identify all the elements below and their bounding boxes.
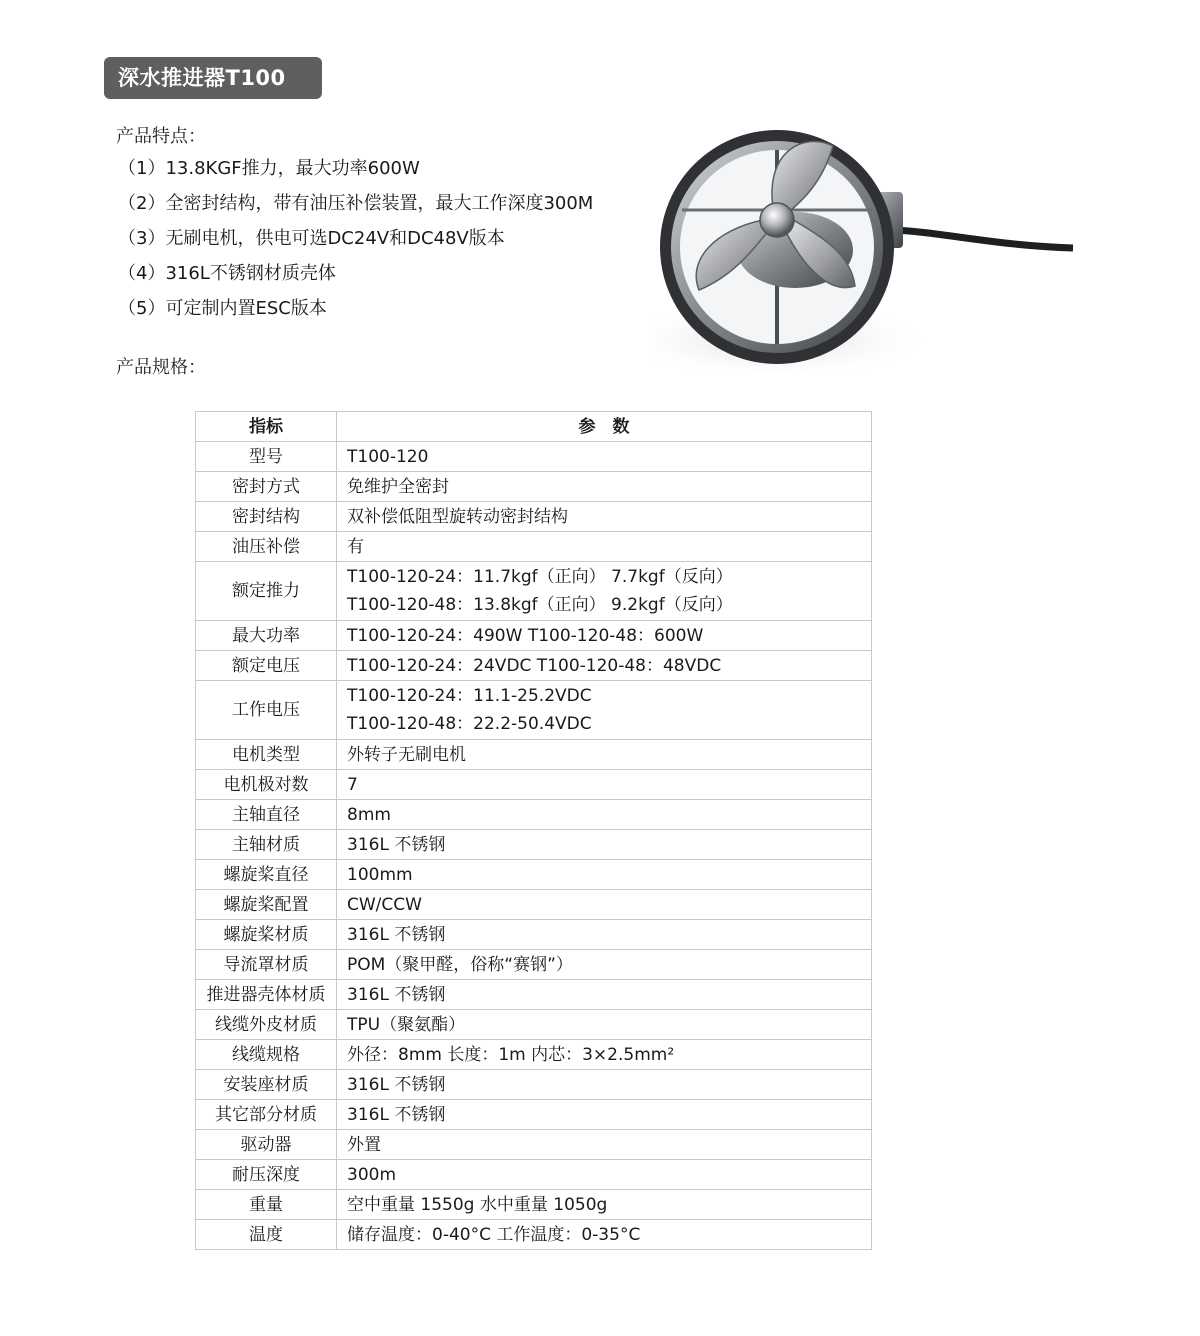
row-key: 耐压深度: [196, 1160, 337, 1190]
row-key: 油压补偿: [196, 532, 337, 562]
spec-table: [195, 411, 872, 1250]
row-key: 驱动器: [196, 1130, 337, 1160]
table-row: [196, 1010, 872, 1040]
table-row: [196, 472, 872, 502]
table-row: [196, 770, 872, 800]
row-value: [337, 562, 872, 621]
row-value: 有: [337, 532, 872, 562]
row-value: T100-120-24：490W T100-120-48：600W: [337, 621, 872, 651]
row-key: 螺旋桨直径: [196, 860, 337, 890]
table-row: [196, 1130, 872, 1160]
row-value: T100-120: [337, 442, 872, 472]
table-row: [196, 442, 872, 472]
header-parameters: 参 数: [337, 412, 872, 442]
row-value: 100mm: [337, 860, 872, 890]
row-key: 螺旋桨配置: [196, 890, 337, 920]
row-value: 316L 不锈钢: [337, 920, 872, 950]
table-row: [196, 621, 872, 651]
row-value: 储存温度：0-40°C 工作温度：0-35°C: [337, 1220, 872, 1250]
row-value: 双补偿低阻型旋转动密封结构: [337, 502, 872, 532]
row-value: CW/CCW: [337, 890, 872, 920]
table-row: [196, 1190, 872, 1220]
row-key: 电机类型: [196, 740, 337, 770]
table-row: [196, 681, 872, 740]
table-row: [196, 651, 872, 681]
page-title: 深水推进器T100: [104, 57, 322, 99]
row-key: 螺旋桨材质: [196, 920, 337, 950]
table-row: [196, 1040, 872, 1070]
row-key: 型号: [196, 442, 337, 472]
row-key: 工作电压: [196, 681, 337, 740]
table-row: [196, 980, 872, 1010]
row-value: 300m: [337, 1160, 872, 1190]
row-value: TPU（聚氨酯）: [337, 1010, 872, 1040]
row-key: 密封结构: [196, 502, 337, 532]
table-row: [196, 830, 872, 860]
row-key: 额定电压: [196, 651, 337, 681]
row-value: 316L 不锈钢: [337, 1070, 872, 1100]
feature-item: （1）13.8KGF推力，最大功率600W: [118, 158, 420, 179]
header-indicator: 指标: [196, 412, 337, 442]
table-row: [196, 532, 872, 562]
table-row: [196, 562, 872, 621]
table-row: [196, 740, 872, 770]
table-row: [196, 1100, 872, 1130]
table-row: [196, 920, 872, 950]
row-value: 8mm: [337, 800, 872, 830]
row-value: 空中重量 1550g 水中重量 1050g: [337, 1190, 872, 1220]
row-key: 主轴直径: [196, 800, 337, 830]
row-key: 线缆外皮材质: [196, 1010, 337, 1040]
row-key: 安装座材质: [196, 1070, 337, 1100]
row-value: 316L 不锈钢: [337, 980, 872, 1010]
row-value: 免维护全密封: [337, 472, 872, 502]
table-row: [196, 800, 872, 830]
table-row: [196, 950, 872, 980]
row-value: T100-120-24：24VDC T100-120-48：48VDC: [337, 651, 872, 681]
row-key: 重量: [196, 1190, 337, 1220]
features-heading: 产品特点：: [116, 126, 206, 147]
row-key: 电机极对数: [196, 770, 337, 800]
row-key: 额定推力: [196, 562, 337, 621]
row-value: 外置: [337, 1130, 872, 1160]
row-key: 主轴材质: [196, 830, 337, 860]
table-row: [196, 890, 872, 920]
row-key: 导流罩材质: [196, 950, 337, 980]
row-value: 外转子无刷电机: [337, 740, 872, 770]
table-row: [196, 1070, 872, 1100]
row-key: 密封方式: [196, 472, 337, 502]
table-row: [196, 502, 872, 532]
row-value: [337, 681, 872, 740]
row-value: 7: [337, 770, 872, 800]
row-key: 推进器壳体材质: [196, 980, 337, 1010]
row-key: 温度: [196, 1220, 337, 1250]
feature-item: （3）无刷电机，供电可选DC24V和DC48V版本: [118, 228, 505, 249]
table-row: [196, 1160, 872, 1190]
row-value-line: T100-120-24：11.7kgf（正向） 7.7kgf（反向）: [347, 567, 733, 587]
row-key: 最大功率: [196, 621, 337, 651]
row-value-line: T100-120-48：22.2-50.4VDC: [347, 714, 592, 734]
table-row: [196, 860, 872, 890]
row-value: 外径：8mm 长度：1m 内芯：3×2.5mm²: [337, 1040, 872, 1070]
row-value: POM（聚甲醛，俗称“赛钢”）: [337, 950, 872, 980]
row-value-line: T100-120-24：11.1-25.2VDC: [347, 686, 592, 706]
feature-item: （5）可定制内置ESC版本: [118, 298, 327, 319]
table-row: [196, 1220, 872, 1250]
row-key: 线缆规格: [196, 1040, 337, 1070]
specs-heading: 产品规格：: [116, 357, 206, 378]
row-value: 316L 不锈钢: [337, 1100, 872, 1130]
features-list: [118, 157, 593, 332]
spec-table-header: [196, 412, 872, 442]
thruster-product-image: [655, 80, 1075, 395]
row-value-line: T100-120-48：13.8kgf（正向） 9.2kgf（反向）: [347, 595, 733, 615]
feature-item: （2）全密封结构，带有油压补偿装置，最大工作深度300M: [118, 193, 594, 214]
row-value: 316L 不锈钢: [337, 830, 872, 860]
feature-item: （4）316L不锈钢材质壳体: [118, 263, 336, 284]
row-key: 其它部分材质: [196, 1100, 337, 1130]
